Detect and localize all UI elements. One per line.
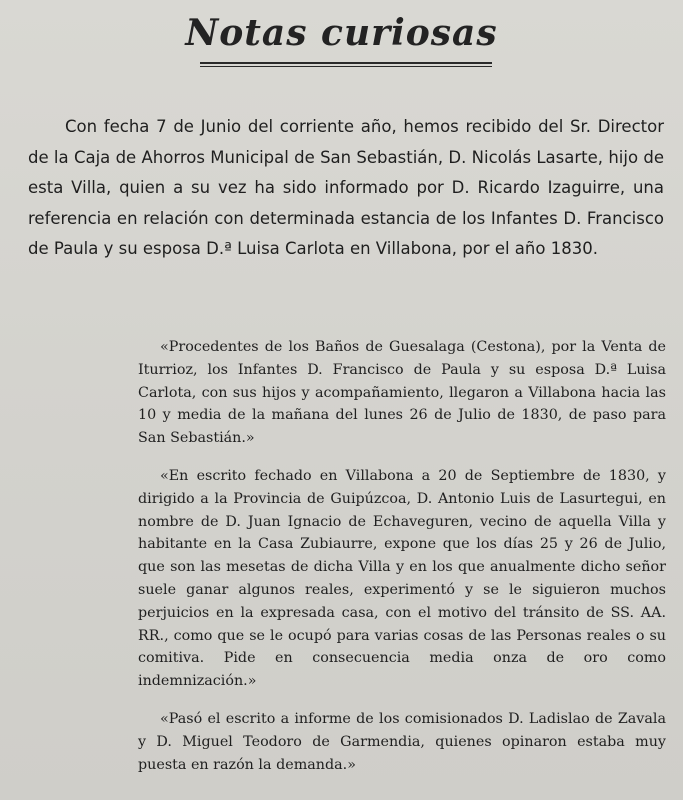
quote-paragraph: «Procedentes de los Baños de Guesalaga (Cestona), por la Venta de Iturrioz, los Infantes D. Francisco de Paula y su esposa D.ª Luisa Carlota, con sus hijos y acompañamiento, llegaron a Villabona hacia las 10 y media de la mañana del lunes 26 de Julio de 1830, de paso para San Sebastián.»	[138, 339, 666, 447]
title-rule-thick	[200, 62, 492, 64]
intro-paragraph: Con fecha 7 de Junio del corriente año, hemos recibido del Sr. Director de la Caja de Ahorros Municipal de San Sebastián, D. Nicolás Lasarte, hijo de esta Villa, quien a su vez ha sido informado por D. Ricardo Izaguirre, una referencia en relación con determinada estancia de los Infantes D. Francisco de Paula y su esposa D.ª Luisa Carlota en Villabona, por el año 1830.	[28, 117, 664, 259]
quote-paragraph: «En escrito fechado en Villabona a 20 de Septiembre de 1830, y dirigido a la Provincia de Guipúzcoa, D. Antonio Luis de Lasurtegui, en nombre de D. Juan Ignacio de Echaveguren, vecino de aquella Villa y habitante en la Casa Zubiaurre, expone que los días 25 y 26 de Julio, que son las mesetas de dicha Villa y en los que anualmente dicho señor suele ganar algunos reales, experimentó y se le siguieron muchos perjuicios en la expresada casa, con el motivo del tránsito de SS. AA. RR., como que se le ocupó para varias cosas de las Personas reales o su comitiva. Pide en consecuencia media onza de oro como indemnización.»	[138, 467, 666, 690]
title-rule-thin	[200, 66, 492, 67]
quoted-passages	[138, 336, 666, 791]
page-title: Notas curiosas	[185, 12, 498, 54]
quote-paragraph: «Pasó el escrito a informe de los comisionados D. Ladislao de Zavala y D. Miguel Teodoro de Garmendia, quienes opinaron estaba muy puesta en razón la demanda.»	[138, 710, 666, 773]
